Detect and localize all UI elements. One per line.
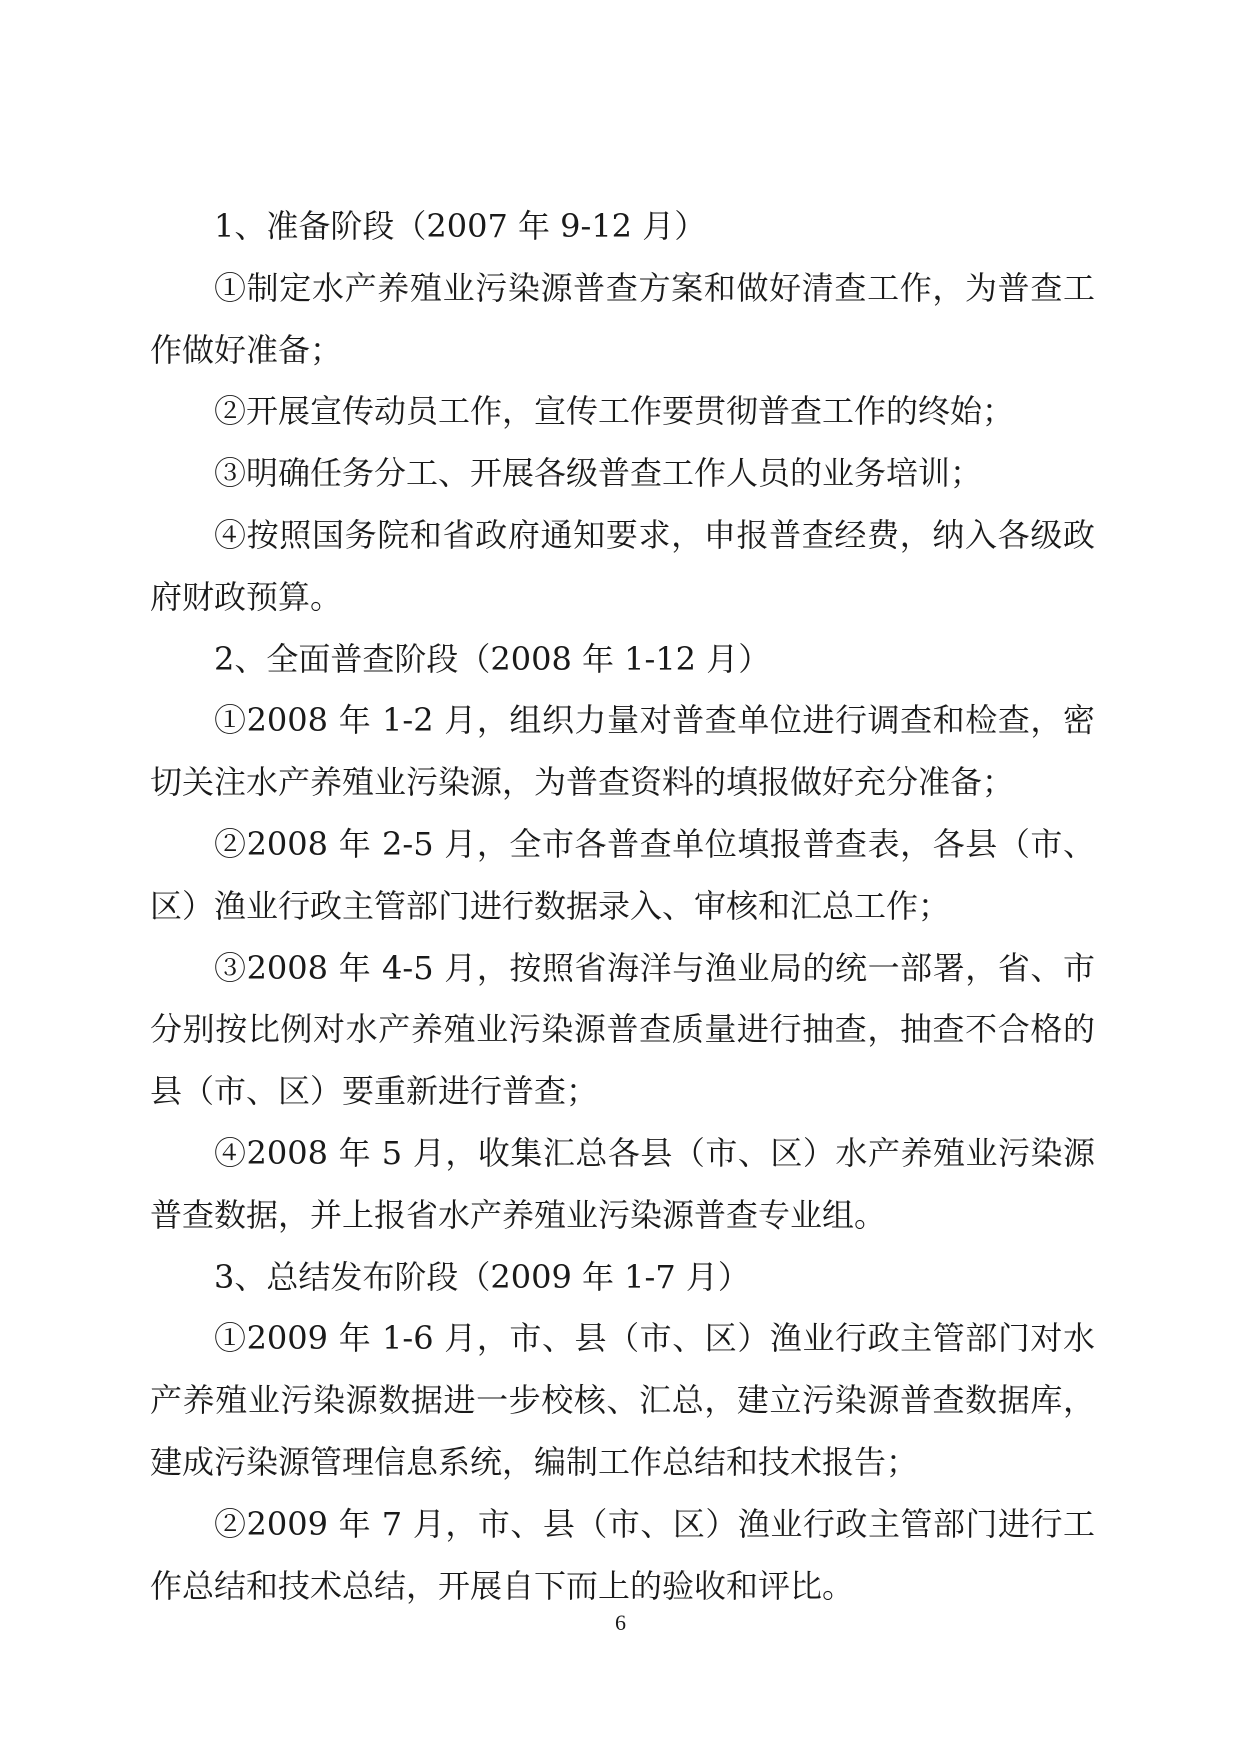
list-item: ②2009 年 7 月，市、县（市、区）渔业行政主管部门进行工作总结和技术总结，开展自下而上的验收和评比。 — [150, 1504, 1095, 1605]
page-number: 6 — [615, 1610, 626, 1635]
list-item: ①制定水产养殖业污染源普查方案和做好清查工作，为普查工作做好准备； — [150, 268, 1095, 369]
section-heading-summary: 3、总结发布阶段（2009 年 1-7 月） — [214, 1257, 750, 1296]
list-item: ③明确任务分工、开展各级普查工作人员的业务培训； — [214, 454, 983, 493]
list-item: ②2008 年 2-5 月，全市各普查单位填报普查表，各县（市、区）渔业行政主管部门进行数据录入、审核和汇总工作； — [150, 824, 1095, 925]
list-item: ①2008 年 1-2 月，组织力量对普查单位进行调查和检查，密切关注水产养殖业污染源，为普查资料的填报做好充分准备； — [150, 701, 1095, 802]
section-heading-preparation: 1、准备阶段（2007 年 9-12 月） — [214, 207, 707, 245]
list-item: ④按照国务院和省政府通知要求，申报普查经费，纳入各级政府财政预算。 — [150, 515, 1095, 616]
list-item: ②开展宣传动员工作，宣传工作要贯彻普查工作的终始； — [214, 392, 1015, 431]
list-item: ④2008 年 5 月，收集汇总各县（市、区）水产养殖业污染源普查数据，并上报省水产养殖业污染源普查专业组。 — [150, 1133, 1095, 1234]
list-item: ③2008 年 4-5 月，按照省海洋与渔业局的统一部署，省、市分别按比例对水产养殖业污染源普查质量进行抽查，抽查不合格的县（市、区）要重新进行普查； — [150, 948, 1095, 1111]
document-body — [150, 196, 1095, 1617]
list-item: ①2009 年 1-6 月，市、县（市、区）渔业行政主管部门对水产养殖业污染源数据进一步校核、汇总，建立污染源普查数据库，建成污染源管理信息系统，编制工作总结和技术报告； — [150, 1319, 1095, 1481]
section-heading-survey: 2、全面普查阶段（2008 年 1-12 月） — [214, 639, 771, 678]
